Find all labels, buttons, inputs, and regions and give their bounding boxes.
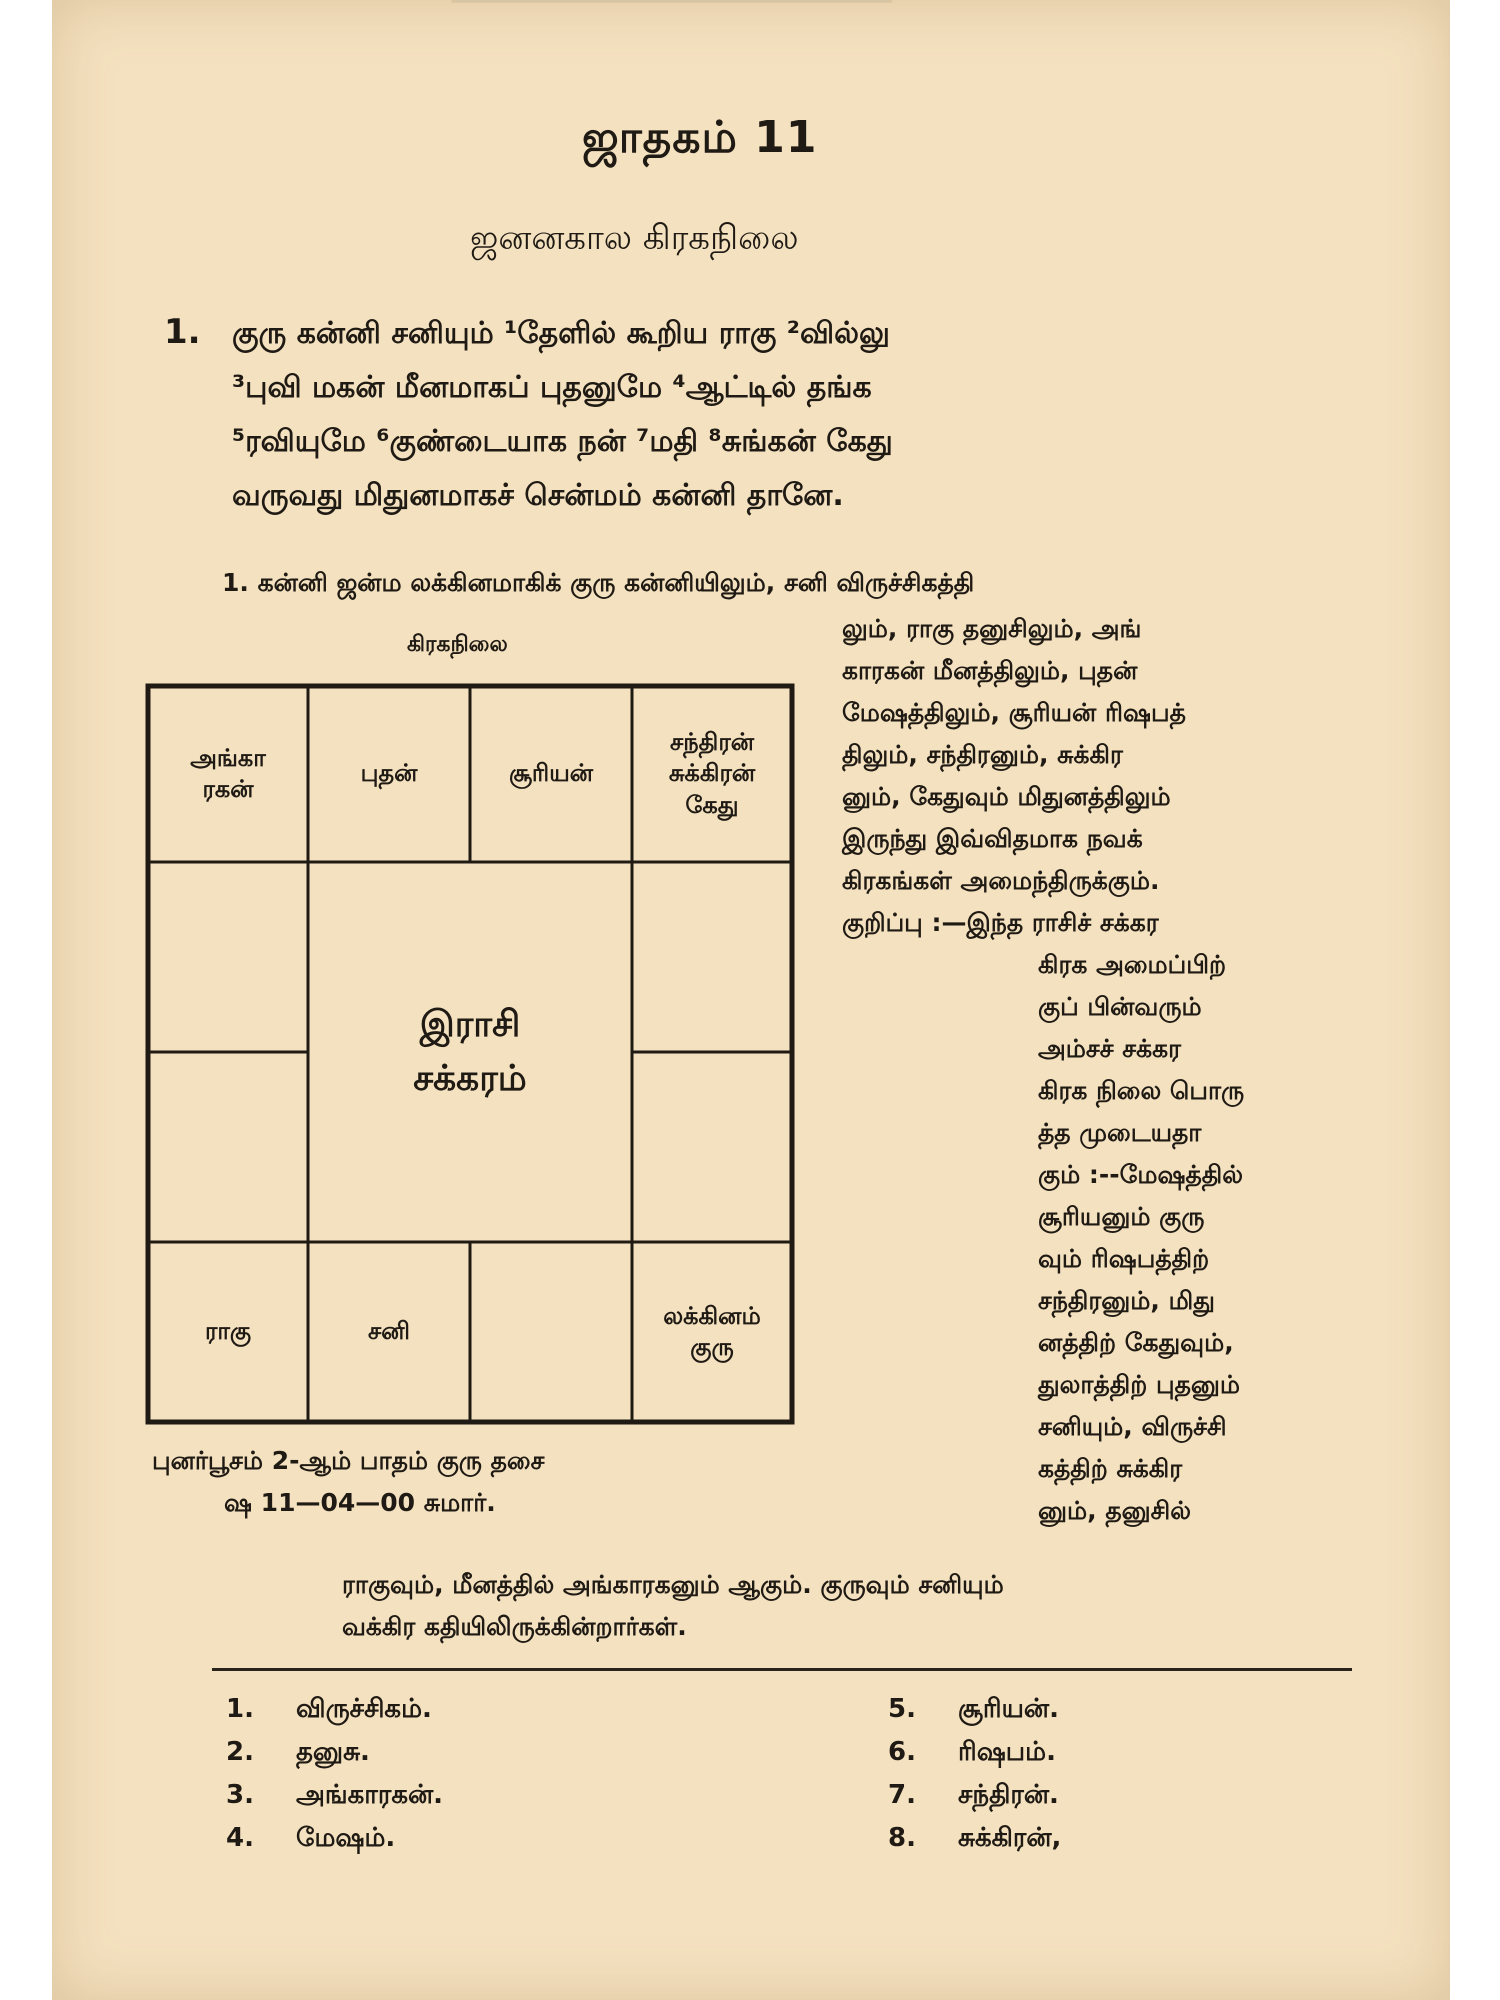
footnote-number: 6. (888, 1737, 916, 1767)
explanation-line: னத்திற் கேதுவும், (1038, 1328, 1234, 1357)
chart-cell-bottom-4: லக்கினம் குரு (663, 1301, 761, 1361)
rasi-chart (142, 680, 798, 1428)
explanation-line: னும், தனுசில் (1038, 1496, 1191, 1525)
footnote-text: ரிஷபம். (958, 1737, 1056, 1767)
explanation-line: சனியும், விருச்சி (1038, 1412, 1227, 1441)
explanation-line: கிரகங்கள் அமைந்திருக்கும். (842, 866, 1160, 895)
explanation-line: திலும், சந்திரனும், சுக்கிர (842, 740, 1123, 769)
explanation-line: துலாத்திற் புதனும் (1038, 1370, 1240, 1399)
page-title: ஜாதகம் 11 (582, 112, 818, 163)
explanation-lead: 1. கன்னி ஜன்ம லக்கினமாகிக் குரு கன்னியிலும், சனி விருச்சிகத்தி (222, 568, 975, 597)
chart-cell-bottom-2: சனி (368, 1317, 410, 1346)
explanation-line: வும் ரிஷபத்திற் (1038, 1244, 1210, 1273)
footnote-item (888, 1780, 1059, 1813)
footnote-text: மேஷம். (296, 1823, 396, 1853)
explanation-line: கிரக அமைப்பிற் (1038, 950, 1227, 979)
explanation-line: னும், கேதுவும் மிதுனத்திலும் (842, 782, 1171, 811)
chart-note: ஷ 11—04—00 சுமார். (224, 1488, 496, 1517)
footnote-text: சந்திரன். (958, 1780, 1059, 1810)
chart-cell-top-4: சந்திரன் சுக்கிரன் கேது (668, 728, 756, 819)
chart-cell-top-1: அங்கா ரகன் (190, 743, 266, 803)
chart-caption: கிரகநிலை (407, 632, 508, 657)
explanation-line: அம்சச் சக்கர (1038, 1034, 1182, 1063)
footnote-item (226, 1823, 395, 1856)
explanation-line: மேஷத்திலும், சூரியன் ரிஷபத் (842, 698, 1186, 727)
footnote-text: சூரியன். (958, 1694, 1059, 1724)
footnote-item (226, 1694, 432, 1727)
footnote-text: சுக்கிரன், (958, 1823, 1062, 1853)
book-page (52, 0, 1450, 2000)
chart-cell-bottom-1: ராகு (204, 1317, 252, 1346)
footnote-number: 5. (888, 1694, 916, 1724)
footnote-number: 3. (226, 1780, 254, 1810)
footnote-text: அங்காரகன். (296, 1780, 444, 1810)
footnote-text: தனுசு. (296, 1737, 370, 1767)
verse-line: ³புவி மகன் மீனமாகப் புதனுமே ⁴ஆட்டில் தங்க (232, 370, 872, 405)
footnote-item (888, 1823, 1061, 1856)
chart-center-line1: இராசி (419, 1004, 521, 1045)
footnote-item (888, 1694, 1059, 1727)
verse-line: வருவது மிதுனமாகச் சென்மம் கன்னி தானே. (232, 478, 844, 513)
explanation-line: காரகன் மீனத்திலும், புதன் (842, 656, 1138, 685)
footnote-item (226, 1780, 443, 1813)
explanation-line: கிரக நிலை பொரு (1038, 1076, 1245, 1105)
verse-line: குரு கன்னி சனியும் ¹தேளில் கூறிய ராகு ²வில்லு (232, 316, 890, 351)
chart-cell-top-2: புதன் (360, 759, 418, 788)
explanation-line: த்த முடையதா (1038, 1118, 1202, 1147)
explanation-line: சூரியனும் குரு (1038, 1202, 1205, 1231)
footnote-text: விருச்சிகம். (296, 1694, 432, 1724)
show-through-text: ▔▔▔▔▔▔▔▔▔▔▔▔▔▔▔▔▔▔▔▔▔▔ (452, 0, 892, 30)
page-subtitle: ஜனனகால கிரகநிலை (470, 218, 799, 258)
footnote-number: 2. (226, 1737, 254, 1767)
verse-number: 1. (164, 312, 201, 352)
chart-center-line2: சக்கரம் (413, 1058, 527, 1099)
explanation-line: கும் :--மேஷத்தில் (1038, 1160, 1244, 1189)
chart-center-label (310, 864, 630, 1240)
footnote-item (888, 1737, 1056, 1770)
chart-cell-top-3: சூரியன் (508, 759, 594, 788)
footnote-number: 4. (226, 1823, 254, 1853)
verse-line: ⁵ரவியுமே ⁶குண்டையாக நன் ⁷மதி ⁸சுங்கன் கேது (232, 424, 893, 459)
chart-cell-bottom-3 (472, 1244, 630, 1420)
explanation-line: லும், ராகு தனுசிலும், அங் (842, 614, 1142, 643)
explanation-line: குப் பின்வரும் (1038, 992, 1202, 1021)
footnote-number: 7. (888, 1780, 916, 1810)
footnote-divider (212, 1668, 1352, 1671)
explanation-line: இருந்து இவ்விதமாக நவக் (842, 824, 1143, 853)
explanation-line: ராகுவும், மீனத்தில் அங்காரகனும் ஆகும். குருவும் சனியும் (342, 1570, 1004, 1599)
chart-note: புனர்பூசம் 2-ஆம் பாதம் குரு தசை (152, 1446, 545, 1475)
explanation-line: கத்திற் சுக்கிர (1038, 1454, 1183, 1483)
explanation-line: சந்திரனும், மிது (1038, 1286, 1215, 1315)
footnote-number: 8. (888, 1823, 916, 1853)
explanation-line: வக்கிர கதியிலிருக்கின்றார்கள். (342, 1612, 687, 1641)
footnote-number: 1. (226, 1694, 254, 1724)
explanation-line: குறிப்பு :—இந்த ராசிச் சக்கர (842, 908, 1159, 937)
footnote-item (226, 1737, 370, 1770)
